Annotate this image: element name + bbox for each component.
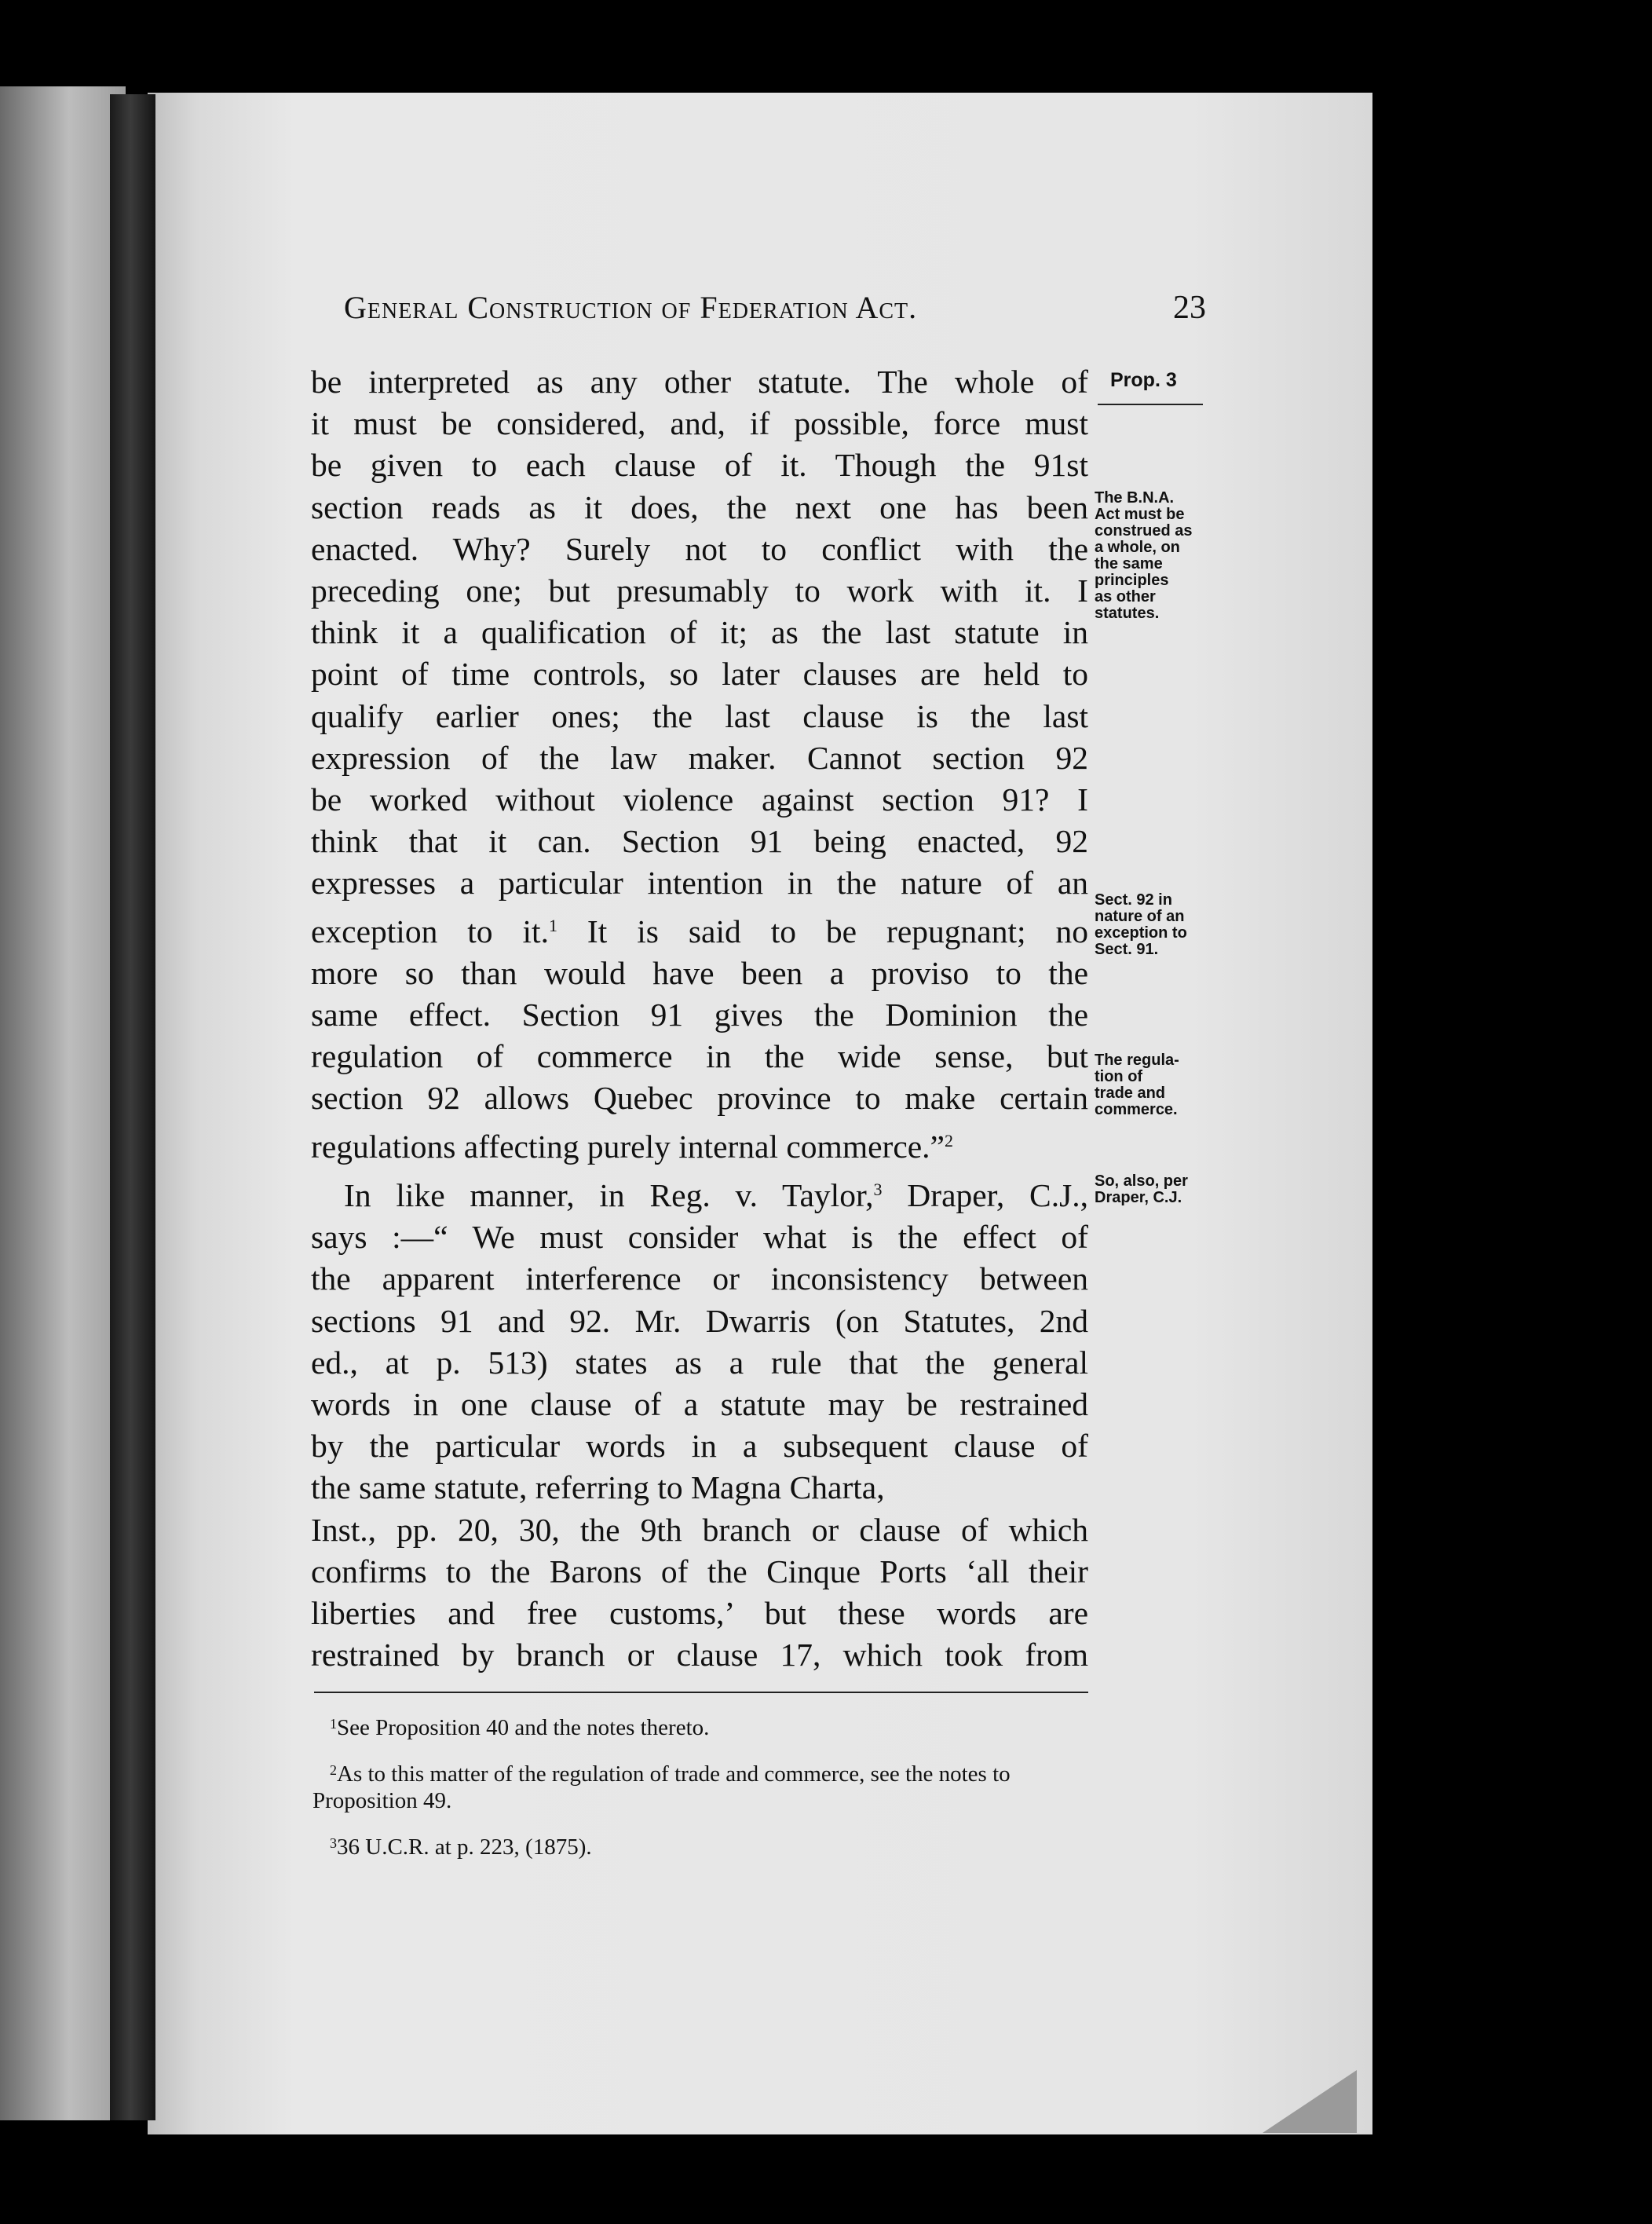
text-line: section reads as it does, the next one has been	[311, 488, 1088, 525]
text-line: regulation of commerce in the wide sense, but	[311, 1038, 1088, 1075]
text-line: expresses a particular intention in the nature of an	[311, 865, 1088, 902]
text-line	[311, 1169, 1088, 1216]
proposition-rule	[1098, 404, 1203, 405]
text-line: more so than would have been a proviso to the	[311, 954, 1088, 991]
text-line: think it a qualification of it; as the last statute in	[311, 614, 1088, 651]
text-line: restrained by branch or clause 17, which took from	[311, 1637, 1088, 1673]
text-fragment: It is said to be repugnant; no	[557, 913, 1088, 949]
text-line: be worked without violence against section 91? I	[311, 781, 1088, 818]
text-line: says :—“ We must consider what is the effect of	[311, 1219, 1088, 1256]
footnote-1	[312, 1710, 1090, 1741]
text-line: be given to each clause of it. Though the 91st	[311, 447, 1088, 484]
margin-note-line: commerce.	[1095, 1101, 1178, 1118]
text-fragment: exception to it.	[311, 913, 549, 949]
footnote-ref-1: 1	[548, 915, 557, 935]
margin-note-line: a whole, on	[1095, 539, 1180, 556]
footnote-text: 36 U.C.R. at p. 223, (1875).	[337, 1834, 592, 1860]
margin-note-regulation	[1095, 1052, 1212, 1118]
margin-note-line: Act must be	[1095, 506, 1185, 523]
margin-note-construction	[1095, 490, 1212, 622]
margin-note-line: tion of	[1095, 1068, 1143, 1085]
footnote-text: See Proposition 40 and the notes thereto.	[337, 1715, 710, 1740]
text-line: words in one clause of a statute may be restrained	[311, 1386, 1088, 1423]
text-fragment: regulations affecting purely internal commerce.”	[311, 1128, 945, 1165]
margin-note-line: trade and	[1095, 1085, 1166, 1102]
text-line: be interpreted as any other statute. The whole of	[311, 364, 1088, 400]
footnotes	[312, 1710, 1090, 1876]
footnote-rule	[314, 1692, 1088, 1693]
margin-note-line: The regula-	[1095, 1052, 1179, 1069]
footnote-text: As to this matter of the regulation of trade and commerce, see the notes to Proposition 49.	[312, 1761, 1011, 1813]
text-line	[311, 905, 1088, 953]
text-line: ed., at p. 513) states as a rule that the general	[311, 1344, 1088, 1381]
footnote-3	[312, 1830, 1090, 1860]
margin-note-draper	[1095, 1173, 1212, 1206]
text-line: expression of the law maker. Cannot section 92	[311, 739, 1088, 776]
margin-note-line: Draper, C.J.	[1095, 1189, 1182, 1206]
margin-note-line: nature of an	[1095, 908, 1185, 925]
text-line	[311, 1120, 1088, 1168]
margin-note-line: The B.N.A.	[1095, 489, 1175, 507]
text-line: Inst., pp. 20, 30, the 9th branch or clause of which	[311, 1511, 1088, 1548]
text-line: the same statute, referring to Magna Charta,	[311, 1469, 885, 1506]
text-line: the apparent interference or inconsistency between	[311, 1260, 1088, 1297]
margin-note-line: exception to	[1095, 924, 1187, 942]
running-header: General Construction of Federation Act.	[344, 290, 918, 325]
text-line: by the particular words in a subsequent clause of	[311, 1428, 1088, 1465]
book-gutter	[110, 94, 155, 2120]
text-fragment: In like manner, in Reg. v. Taylor,	[344, 1177, 874, 1213]
text-line: point of time controls, so later clauses are held to	[311, 656, 1088, 693]
text-line: confirms to the Barons of the Cinque Ports ‘all their	[311, 1553, 1088, 1589]
footnote-ref-3: 3	[873, 1180, 883, 1199]
paragraph-2	[311, 1169, 1088, 1676]
text-line: preceding one; but presumably to work with it. I	[311, 572, 1088, 609]
proposition-label: Prop. 3	[1110, 369, 1177, 391]
text-line: section 92 allows Quebec province to make certain	[311, 1080, 1088, 1117]
footnote-mark: 2	[330, 1762, 337, 1778]
margin-note-line: Sect. 92 in	[1095, 891, 1172, 909]
margin-note-line: So, also, per	[1095, 1172, 1188, 1190]
text-line: enacted. Why? Surely not to conflict with the	[311, 530, 1088, 567]
footnote-mark: 1	[330, 1716, 337, 1732]
text-line: same effect. Section 91 gives the Dominion the	[311, 997, 1088, 1033]
text-line: liberties and free customs,’ but these words are	[311, 1595, 1088, 1632]
text-line: it must be considered, and, if possible, force must	[311, 405, 1088, 442]
text-fragment: Draper, C.J.,	[882, 1177, 1088, 1213]
text-line: sections 91 and 92. Mr. Dwarris (on Statutes, 2nd	[311, 1302, 1088, 1339]
margin-note-line: Sect. 91.	[1095, 941, 1159, 958]
margin-note-line: construed as	[1095, 522, 1193, 540]
text-line: think that it can. Section 91 being enacted, 92	[311, 823, 1088, 860]
text-line: qualify earlier ones; the last clause is the last	[311, 697, 1088, 734]
footnote-mark: 3	[330, 1835, 337, 1851]
margin-note-line: principles	[1095, 572, 1169, 589]
page-number: 23	[1173, 290, 1206, 326]
margin-note-line: the same	[1095, 555, 1163, 572]
page-corner-fold	[1263, 2070, 1357, 2133]
footnote-ref-2: 2	[944, 1130, 953, 1150]
margin-note-line: statutes.	[1095, 605, 1160, 622]
footnote-2	[312, 1757, 1090, 1814]
paragraph-1	[311, 361, 1088, 1168]
margin-note-exception	[1095, 892, 1212, 958]
facing-page-edge	[0, 86, 126, 2120]
margin-note-line: as other	[1095, 588, 1156, 605]
